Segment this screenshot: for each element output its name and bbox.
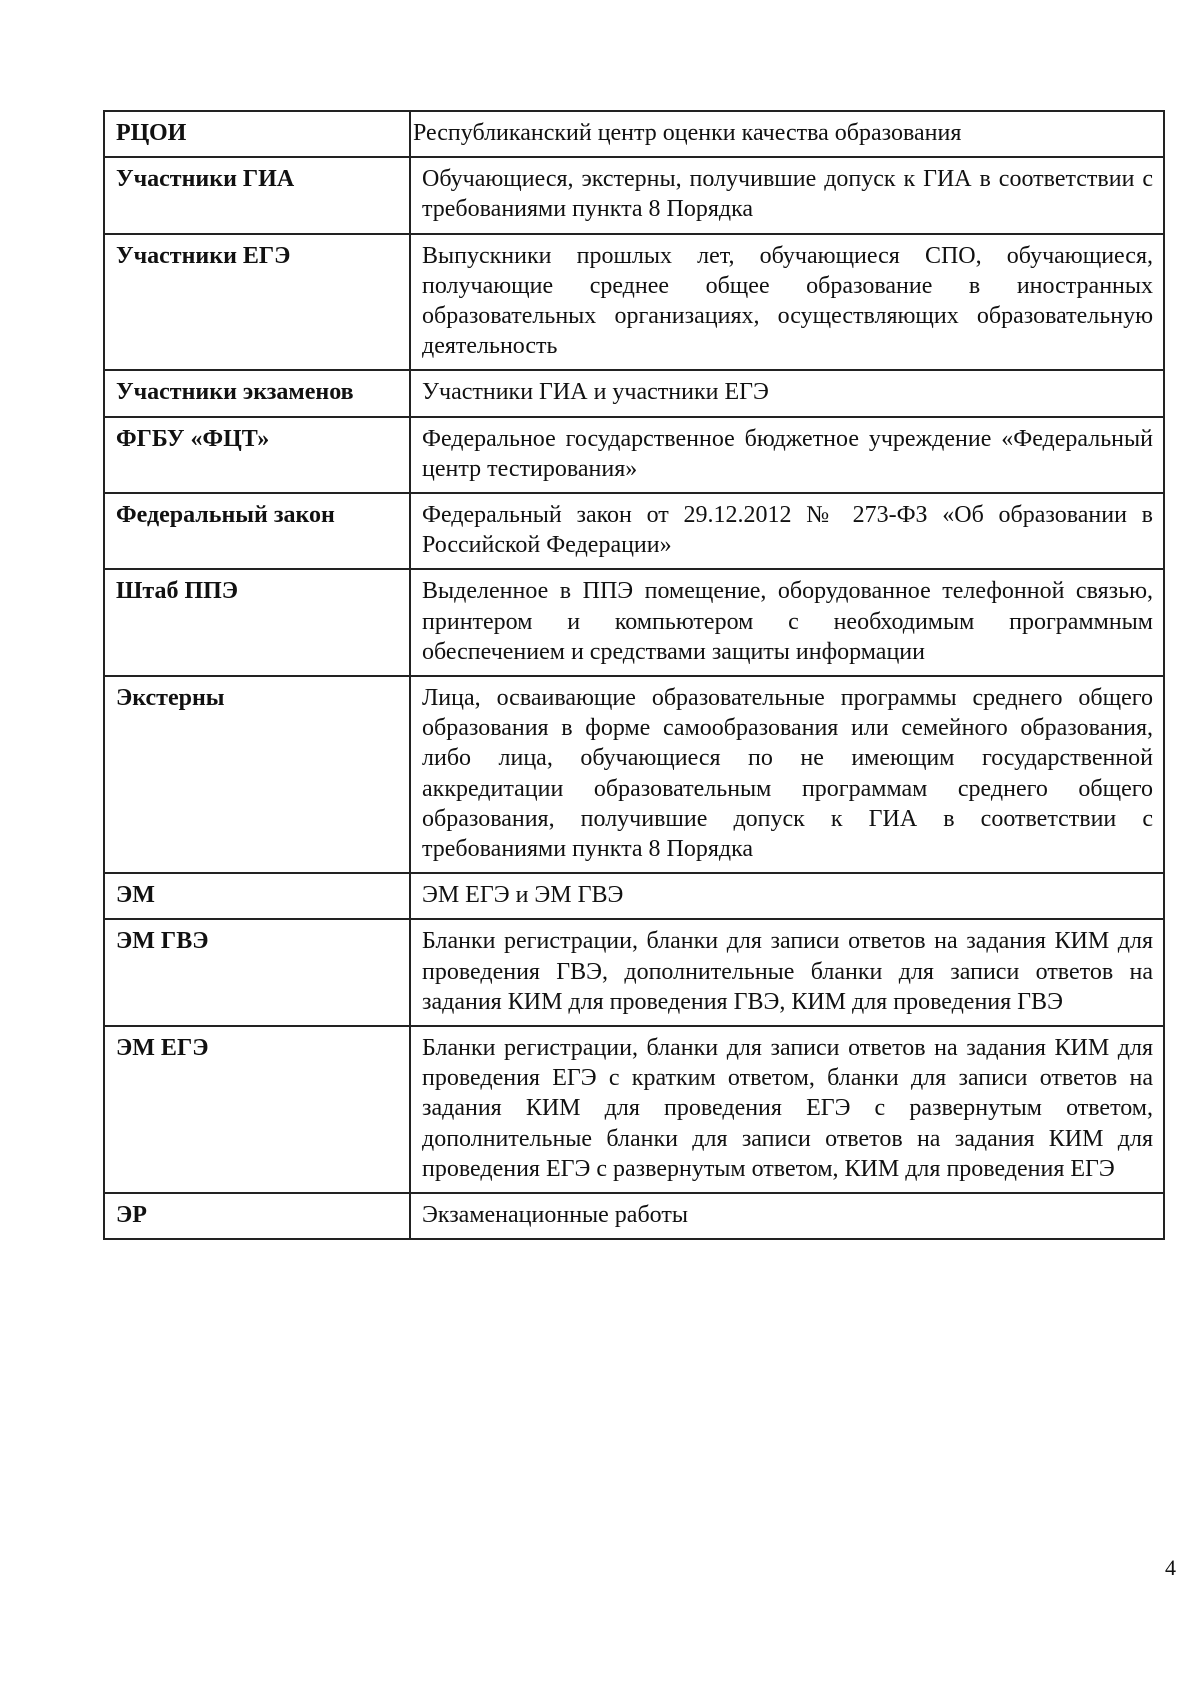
table-row xyxy=(104,493,1164,569)
term-cell: ЭР xyxy=(104,1193,410,1239)
definition-cell: Республиканский центр оценки качества образования xyxy=(410,111,1164,157)
glossary-table xyxy=(103,110,1165,1240)
table-row xyxy=(104,157,1164,233)
table-row xyxy=(104,1026,1164,1193)
table-row xyxy=(104,919,1164,1026)
table-row xyxy=(104,569,1164,676)
table-row xyxy=(104,417,1164,493)
definition-cell: Бланки регистрации, бланки для записи ответов на задания КИМ для проведения ЕГЭ с кратким ответом, бланки для записи ответов на задания КИМ для проведения ЕГЭ с развернутым ответом, дополнительные бланки для записи ответов на задания КИМ для проведения ЕГЭ с развернутым ответом, КИМ для проведения ЕГЭ xyxy=(410,1026,1164,1193)
term-cell: Экстерны xyxy=(104,676,410,873)
term-cell: ЭМ xyxy=(104,873,410,919)
table-row xyxy=(104,370,1164,416)
definition-cell: Лица, осваивающие образовательные программы среднего общего образования в форме самообразования или семейного образования, либо лица, обучающиеся по не имеющим государственной аккредитации образовательным программам среднего общего образования, получившие допуск к ГИА в соответствии с требованиями пункта 8 Порядка xyxy=(410,676,1164,873)
definition-cell: Обучающиеся, экстерны, получившие допуск к ГИА в соответствии с требованиями пункта 8 Порядка xyxy=(410,157,1164,233)
term-cell: Участники экзаменов xyxy=(104,370,410,416)
definition-cell: Федеральный закон от 29.12.2012 № 273-ФЗ «Об образовании в Российской Федерации» xyxy=(410,493,1164,569)
term-cell: ФГБУ «ФЦТ» xyxy=(104,417,410,493)
term-cell: ЭМ ГВЭ xyxy=(104,919,410,1026)
term-cell: Федеральный закон xyxy=(104,493,410,569)
definition-cell: Выпускники прошлых лет, обучающиеся СПО, обучающиеся, получающие среднее общее образование в иностранных образовательных организациях, осуществляющих образовательную деятельность xyxy=(410,234,1164,371)
term-cell: Штаб ППЭ xyxy=(104,569,410,676)
definition-cell: Выделенное в ППЭ помещение, оборудованное телефонной связью, принтером и компьютером с необходимым программным обеспечением и средствами защиты информации xyxy=(410,569,1164,676)
term-cell: Участники ГИА xyxy=(104,157,410,233)
definition-cell: Участники ГИА и участники ЕГЭ xyxy=(410,370,1164,416)
term-cell: ЭМ ЕГЭ xyxy=(104,1026,410,1193)
term-cell: РЦОИ xyxy=(104,111,410,157)
table-row xyxy=(104,234,1164,371)
table-row xyxy=(104,1193,1164,1239)
definition-cell: Федеральное государственное бюджетное учреждение «Федеральный центр тестирования» xyxy=(410,417,1164,493)
definition-cell: Экзаменационные работы xyxy=(410,1193,1164,1239)
page-number: 4 xyxy=(1165,1555,1176,1580)
definition-cell: ЭМ ЕГЭ и ЭМ ГВЭ xyxy=(410,873,1164,919)
term-cell: Участники ЕГЭ xyxy=(104,234,410,371)
table-row xyxy=(104,873,1164,919)
table-row xyxy=(104,676,1164,873)
definition-cell: Бланки регистрации, бланки для записи ответов на задания КИМ для проведения ГВЭ, дополнительные бланки для записи ответов на задания КИМ для проведения ГВЭ, КИМ для проведения ГВЭ xyxy=(410,919,1164,1026)
table-row xyxy=(104,111,1164,157)
